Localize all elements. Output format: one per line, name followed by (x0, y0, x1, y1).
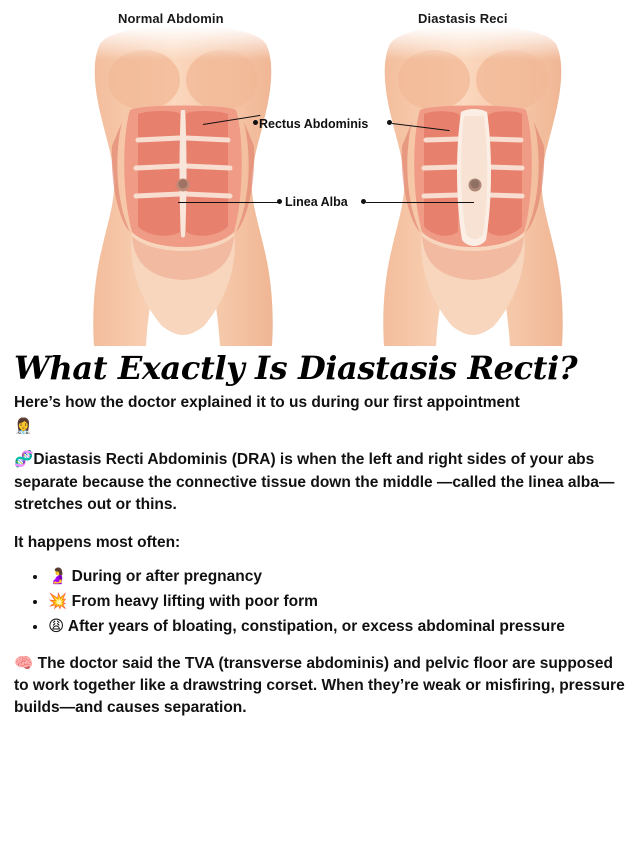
leader-dot-linea-left (277, 199, 282, 204)
pregnant-woman-icon: 🤰 (48, 566, 68, 585)
definition-paragraph (14, 448, 626, 516)
article-subhead: Here’s how the doctor explained it to us during our first appointment (14, 393, 520, 411)
definition-text: Diastasis Recti Abdominis (DRA) is when the left and right sides of your abs separate because the connective tissue down the middle —called the linea alba—stretches out or thins. (14, 451, 615, 514)
leader-line-linea-right (366, 202, 474, 203)
closing-text: The doctor said the TVA (transverse abdominis) and pelvic floor are supposed to work together like a drawstring corset. When they’re weak or misfiring, pressure builds—and causes separation. (14, 654, 625, 717)
torso-normal-graphic (68, 26, 298, 346)
list-item-label: During or after pregnancy (71, 567, 262, 585)
callout-rectus-abdominis: Rectus Abdominis (259, 117, 369, 131)
list-intro: It happens most often: (14, 534, 181, 552)
figure-label-diastasis: Diastasis Reci (418, 11, 508, 26)
subhead-emoji: 👩‍⚕️ (14, 416, 33, 435)
torso-diastasis-graphic (358, 26, 588, 346)
leader-line-linea-left (178, 202, 278, 203)
list-item-label: From heavy lifting with poor form (71, 592, 318, 610)
dna-icon: 🧬 (14, 450, 34, 469)
explosion-icon: 💥 (48, 591, 68, 610)
list-item (48, 590, 626, 613)
causes-list (14, 565, 626, 638)
list-item-label: After years of bloating, constipation, or excess abdominal pressure (67, 617, 565, 635)
page-title: What Exactly Is Diastasis Recti? (14, 349, 578, 387)
brain-icon: 🧠 (14, 653, 34, 672)
article-content (0, 349, 640, 736)
list-item (48, 565, 626, 588)
anatomy-illustration (0, 0, 640, 355)
weary-face-icon: 😩 (48, 616, 65, 635)
leader-dot-rectus-left (253, 120, 258, 125)
closing-paragraph (14, 652, 626, 720)
list-item (48, 615, 626, 638)
callout-linea-alba: Linea Alba (285, 195, 348, 209)
figure-label-normal: Normal Abdomin (118, 11, 224, 26)
